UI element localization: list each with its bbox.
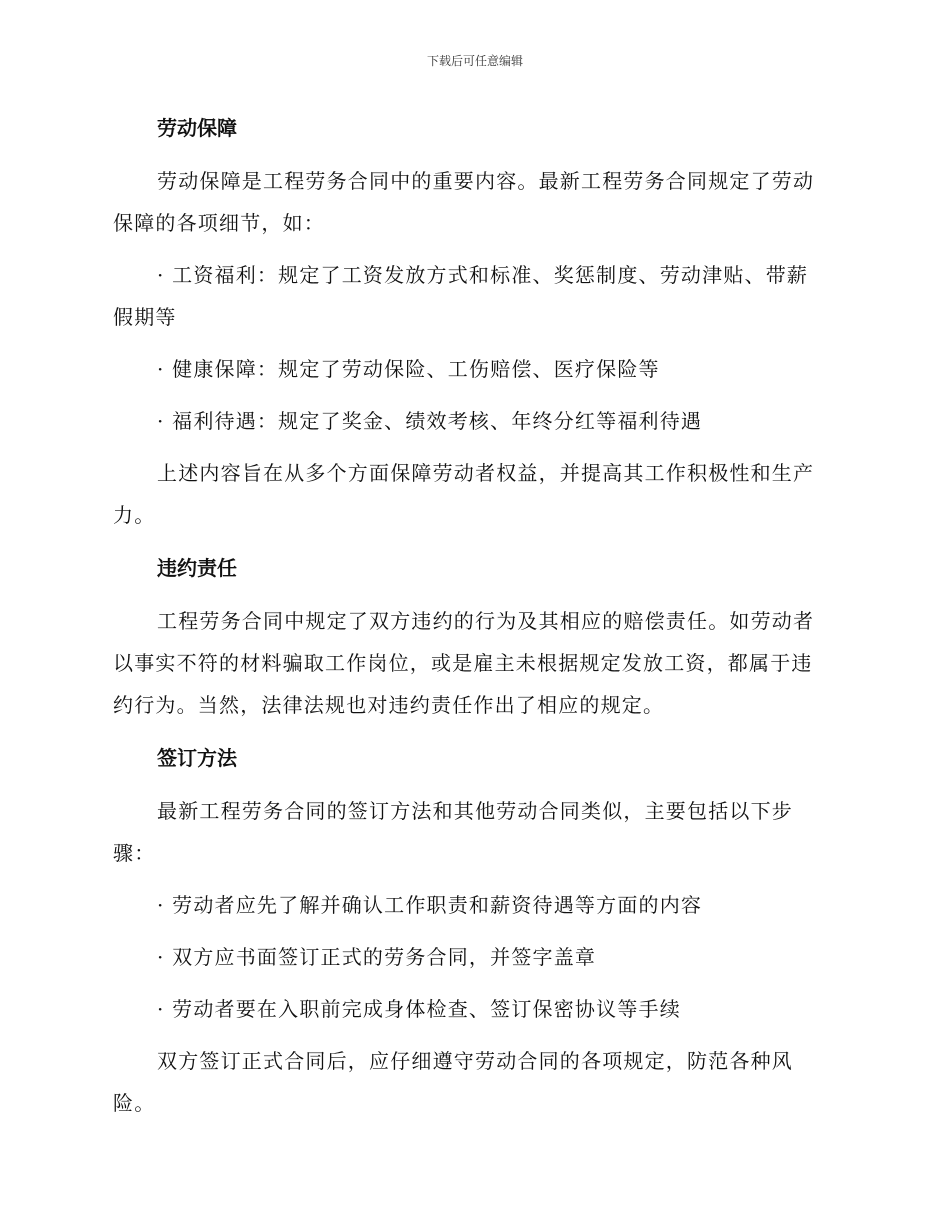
- page-header: 下载后可任意编辑: [426, 54, 523, 68]
- bullet-item: · 双方应书面签订正式的劳务合同，并签字盖章: [157, 945, 597, 969]
- paragraph: 最新工程劳务合同的签订方法和其他劳动合同类似，主要包括以下步骤：: [113, 799, 793, 865]
- bullet-item: · 劳动者要在入职前完成身体检查、签订保密协议等手续: [157, 997, 681, 1021]
- bullet-item: · 劳动者应先了解并确认工作职责和薪资待遇等方面的内容: [157, 893, 703, 917]
- document-body: [113, 108, 825, 1124]
- paragraph: 上述内容旨在从多个方面保障劳动者权益，并提高其工作积极性和生产力。: [113, 461, 815, 527]
- bullet-item: · 工资福利：规定了工资发放方式和标准、奖惩制度、劳动津贴、带薪假期等: [113, 263, 809, 329]
- paragraph: 劳动保障是工程劳务合同中的重要内容。最新工程劳务合同规定了劳动保障的各项细节，如：: [113, 169, 815, 235]
- section-heading: 劳动保障: [157, 116, 237, 140]
- paragraph: 双方签订正式合同后，应仔细遵守劳动合同的各项规定，防范各种风险。: [113, 1049, 793, 1115]
- bullet-item: · 福利待遇：规定了奖金、绩效考核、年终分红等福利待遇: [157, 409, 703, 433]
- paragraph: 工程劳务合同中规定了双方违约的行为及其相应的赔偿责任。如劳动者以事实不符的材料骗取工作岗位，或是雇主未根据规定发放工资，都属于违约行为。当然，法律法规也对违约责任作出了相应的规定。: [113, 609, 815, 717]
- section-heading: 签订方法: [157, 746, 237, 770]
- section-heading: 违约责任: [157, 556, 237, 580]
- bullet-item: · 健康保障：规定了劳动保险、工伤赔偿、医疗保险等: [157, 357, 660, 381]
